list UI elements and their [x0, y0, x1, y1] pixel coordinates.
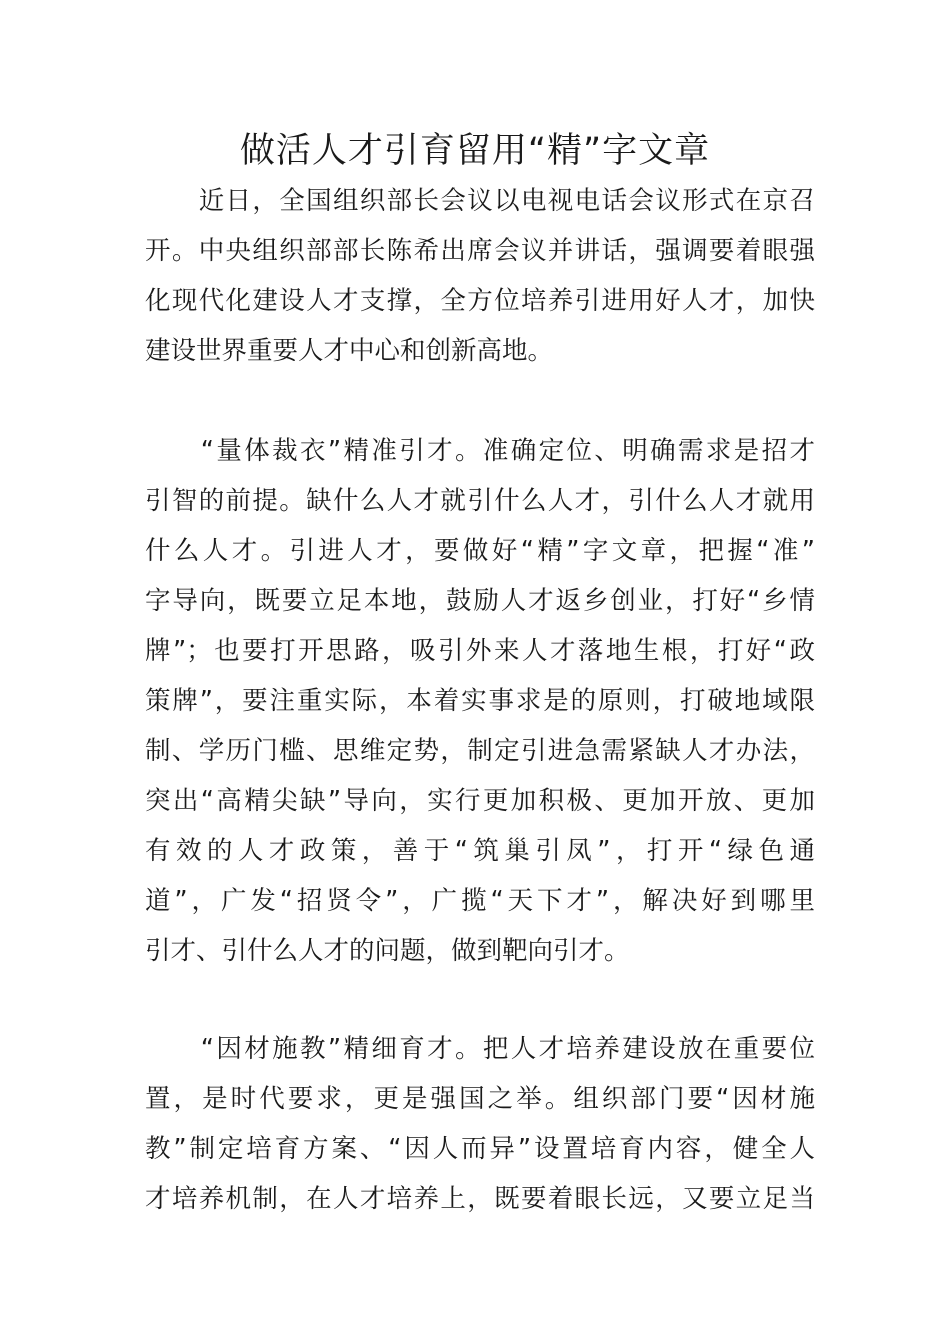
paragraph-line: 近日，全国组织部长会议以电视电话会议形式在京召: [145, 186, 815, 216]
paragraph-line: 道”，广发“招贤令”，广揽“天下才”，解决好到哪里: [145, 886, 815, 916]
paragraph-line: “量体裁衣”精准引才。准确定位、明确需求是招才: [145, 436, 815, 466]
paragraph-line: 制、学历门槛、思维定势，制定引进急需紧缺人才办法，: [145, 736, 815, 766]
paragraph-line: 字导向，既要立足本地，鼓励人才返乡创业，打好“乡情: [145, 586, 815, 616]
paragraph-line: 化现代化建设人才支撑，全方位培养引进用好人才，加快: [145, 286, 815, 316]
paragraph-line: 突出“高精尖缺”导向，实行更加积极、更加开放、更加: [145, 786, 815, 816]
paragraph-line: 建设世界重要人才中心和创新高地。: [145, 336, 554, 366]
paragraph-line: 引智的前提。缺什么人才就引什么人才，引什么人才就用: [145, 486, 815, 516]
paragraph-line: 置，是时代要求，更是强国之举。组织部门要“因材施: [145, 1084, 815, 1114]
paragraph-2: [145, 426, 815, 976]
paragraph-line: 什么人才。引进人才，要做好“精”字文章，把握“准”: [145, 536, 815, 566]
paragraph-line: 有效的人才政策，善于“筑巢引凤”，打开“绿色通: [145, 836, 815, 866]
document-title: 做活人才引育留用“精”字文章: [239, 131, 711, 171]
paragraph-line: “因材施教”精细育才。把人才培养建设放在重要位: [145, 1034, 815, 1064]
paragraph-3: [145, 1024, 815, 1224]
paragraph-line: 牌”；也要打开思路，吸引外来人才落地生根，打好“政: [145, 636, 815, 666]
paragraph-line: 教”制定培育方案、“因人而异”设置培育内容，健全人: [145, 1134, 815, 1164]
paragraph-line: 才培养机制，在人才培养上，既要着眼长远，又要立足当: [145, 1184, 815, 1214]
paragraph-line: 策牌”，要注重实际，本着实事求是的原则，打破地域限: [145, 686, 815, 716]
paragraph-line: 开。中央组织部部长陈希出席会议并讲话，强调要着眼强: [145, 236, 815, 266]
paragraph-1: [145, 176, 815, 376]
paragraph-line: 引才、引什么人才的问题，做到靶向引才。: [145, 936, 630, 966]
